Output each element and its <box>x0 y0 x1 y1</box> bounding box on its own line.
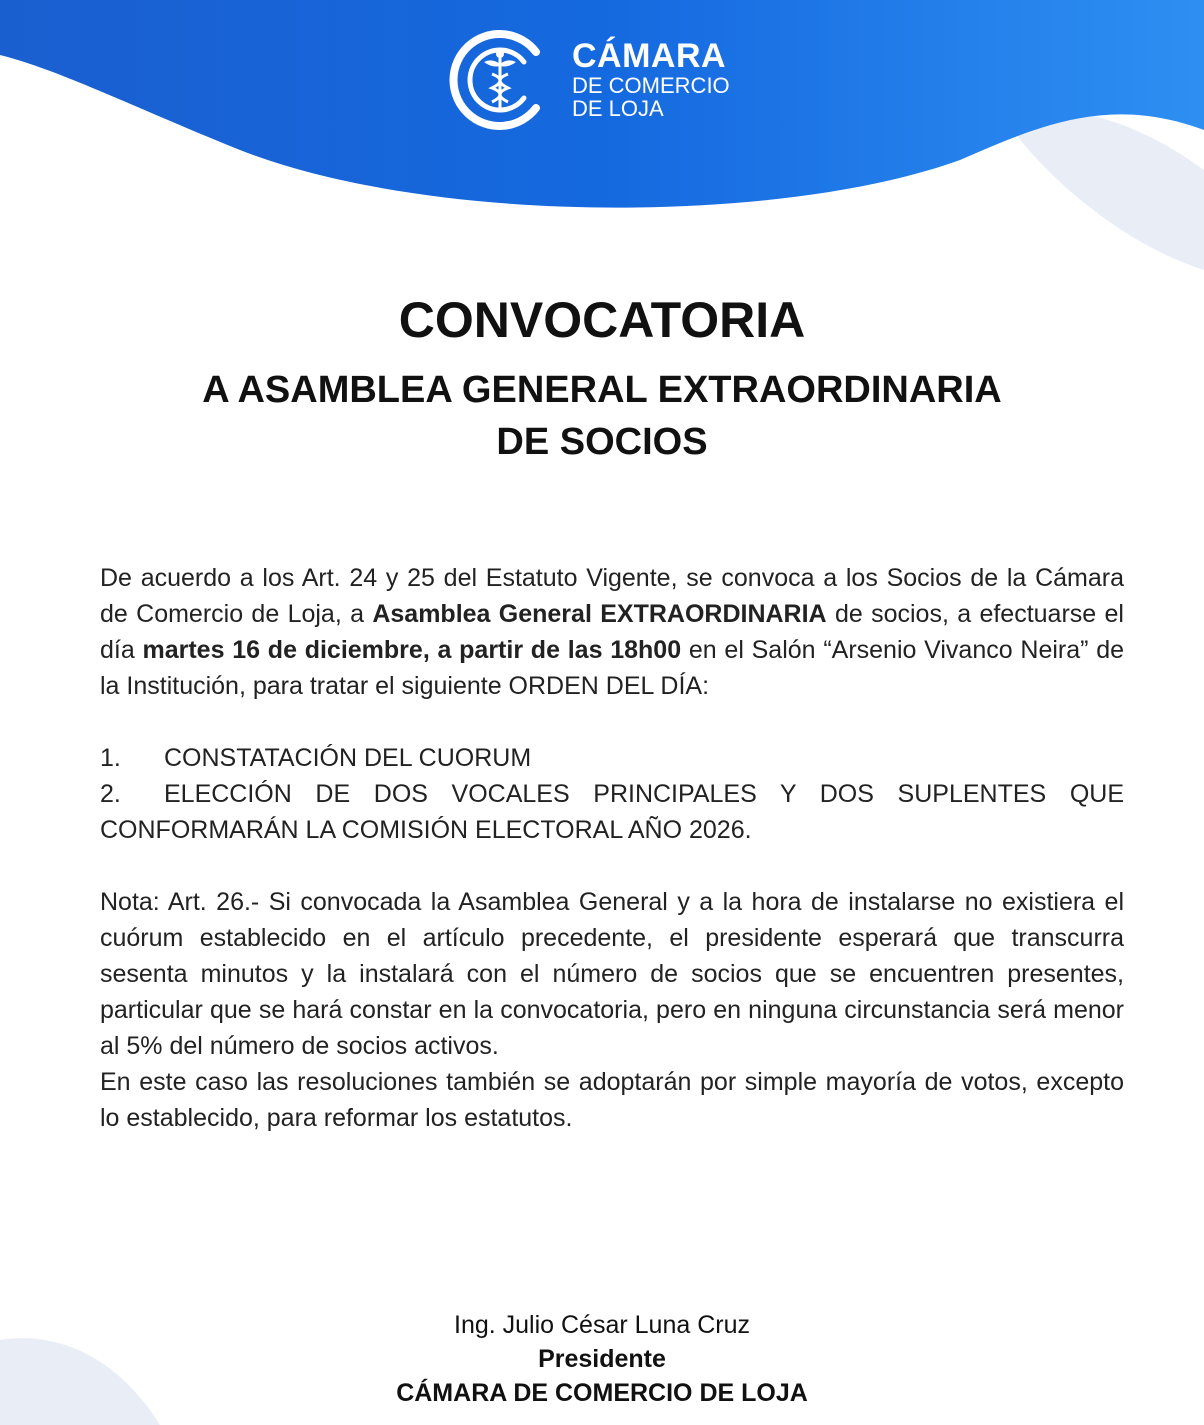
brand-line-3: DE LOJA <box>572 96 664 121</box>
light-accent-swoosh-top-right <box>1000 108 1204 270</box>
note-paragraph: Nota: Art. 26.- Si convocada la Asamblea General y a la hora de instalarse no existiera el cuórum establecido en el artículo precedente, el presidente esperará que transcurra sesenta minutos y la instalará con el número de socios que se encuentren presentes, particular que se hará constar en la convocatoria, pero en ninguna circunstancia será menor al 5% del número de socios activos. <box>100 888 1124 1060</box>
agenda-list <box>100 740 1124 848</box>
title-block <box>0 290 1204 468</box>
page-title: CONVOCATORIA <box>398 292 806 348</box>
intro-text-1: De acuerdo a los Art. 24 y 25 del Estatuto Vigente, se convoca a los Socios de la Cámara de Comercio de Loja, a <box>100 564 1124 628</box>
intro-text-2: de socios, a efectuarse el día <box>100 600 1124 664</box>
intro-text-3: en el Salón “Arsenio Vivanco Neira” de la Institución, para tratar el siguiente ORDEN DEL DÍA: <box>100 636 1125 700</box>
agenda-item <box>100 740 1124 776</box>
page-subtitle <box>0 364 1204 468</box>
subtitle-line-2: DE SOCIOS <box>496 421 708 463</box>
intro-paragraph <box>100 560 1124 704</box>
brand-logo <box>444 24 764 136</box>
agenda-item-number: 1. <box>100 744 121 772</box>
agenda-item <box>100 776 1124 848</box>
document-body <box>100 560 1124 1136</box>
brand-name: CÁMARA <box>572 37 727 75</box>
brand-line-2: DE COMERCIO <box>572 73 730 98</box>
intro-bold-assembly: Asamblea General EXTRAORDINARIA <box>372 600 827 628</box>
signature-block <box>0 1308 1204 1410</box>
agenda-item-text: ELECCIÓN DE DOS VOCALES PRINCIPALES Y DOS SUPLENTES QUE CONFORMARÁN LA COMISIÓN ELECTORAL AÑO 2026. <box>100 780 1124 844</box>
caduceus-emblem-icon <box>444 24 556 136</box>
signature-role: Presidente <box>538 1345 666 1373</box>
subtitle-line-1: A ASAMBLEA GENERAL EXTRAORDINARIA <box>202 369 1002 411</box>
agenda-item-text: CONSTATACIÓN DEL CUORUM <box>164 744 532 772</box>
note-paragraph-2: En este caso las resoluciones también se adoptarán por simple mayoría de votos, excepto lo establecido, para reformar los estatutos. <box>100 1068 1124 1132</box>
signature-organization: CÁMARA DE COMERCIO DE LOJA <box>396 1379 808 1407</box>
agenda-item-number: 2. <box>100 780 121 808</box>
signature-name: Ing. Julio César Luna Cruz <box>454 1311 750 1339</box>
intro-bold-date: martes 16 de diciembre, a partir de las 18h00 <box>142 636 682 664</box>
brand-wordmark <box>572 38 730 120</box>
